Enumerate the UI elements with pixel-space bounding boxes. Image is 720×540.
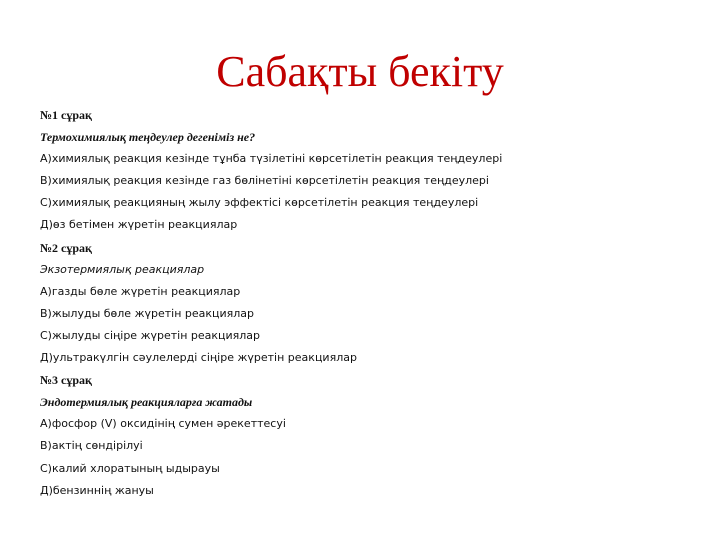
answer-option-d: Д)ультракүлгін сәулелерді сіңіре жүретін реакциялар (40, 351, 357, 365)
question-text: Термохимиялық теңдеулер дегеніміз не? (40, 130, 256, 145)
answer-option-a: А)химиялық реакция кезінде тұнба түзілетіні көрсетілетін реакция теңдеулері (40, 152, 503, 166)
question-text: Экзотермиялық реакциялар (40, 262, 205, 276)
question-block-1 (40, 104, 700, 237)
question-number: №2 сұрақ (40, 240, 92, 255)
slide-title: Сабақты бекіту (216, 47, 504, 96)
question-block-2 (40, 237, 700, 370)
answer-option-b: В)актің сөндірілуі (40, 439, 143, 453)
answer-option-d: Д)өз бетімен жүретін реакциялар (40, 218, 238, 232)
answer-option-c: С)калий хлоратының ыдырауы (40, 461, 220, 475)
quiz-content (40, 104, 700, 502)
answer-option-b: В)жылуды бөле жүретін реакциялар (40, 306, 255, 320)
answer-option-a: А)фосфор (V) оксидінің сумен әрекеттесуі (40, 417, 286, 431)
answer-option-b: В)химиялық реакция кезінде газ бөлінетіні көрсетілетін реакция теңдеулері (40, 174, 489, 188)
question-number: №1 сұрақ (40, 108, 92, 122)
question-block-3 (40, 369, 700, 502)
question-number: №3 сұрақ (40, 373, 92, 388)
answer-option-c: С)химиялық реакцияның жылу эффектісі көрсетілетін реакция теңдеулері (40, 196, 479, 210)
question-text: Эндотермиялық реакцияларға жатады (40, 395, 253, 410)
answer-option-d: Д)бензиннің жануы (40, 483, 154, 497)
answer-option-a: А)газды бөле жүретін реакциялар (40, 284, 241, 298)
answer-option-c: С)жылуды сіңіре жүретін реакциялар (40, 328, 261, 342)
